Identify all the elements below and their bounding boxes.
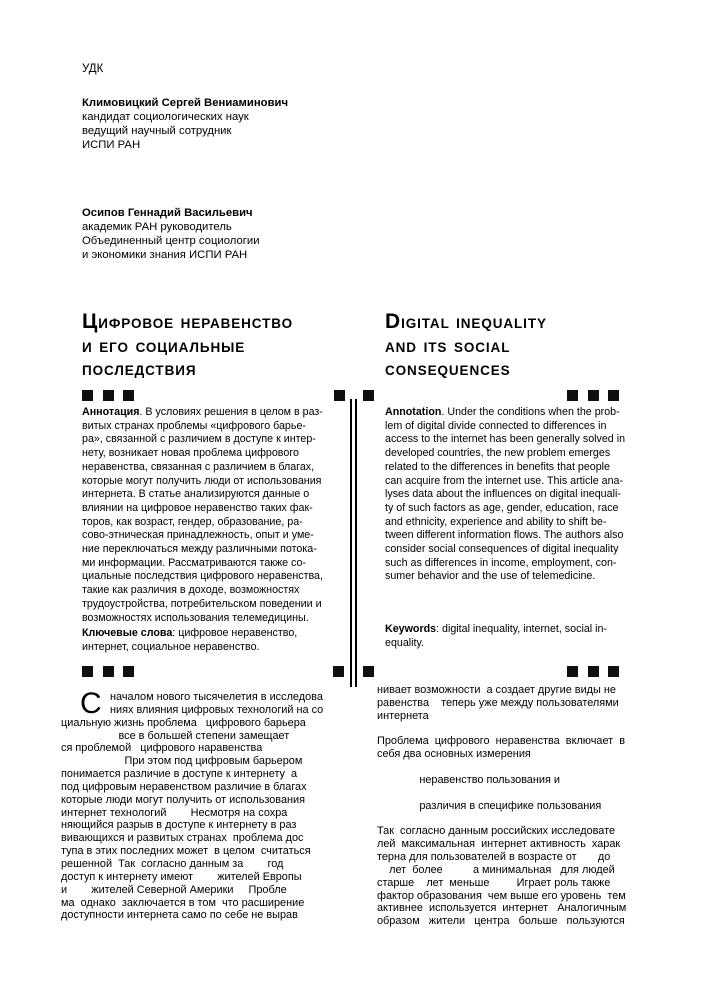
text-line: such as differences in income, employment, con- [385,556,617,569]
square-icon [103,390,114,401]
text-line: sumer behavior and the use of telemedicine. [385,570,596,583]
keywords-label: Keywords [385,623,437,635]
text-line: related to the differences in benefits that people [385,460,610,473]
text-line: неравенства, связанная с различием в благах, [82,460,315,473]
text-line: tween different information flows. The authors also [385,529,624,542]
body-column-left [61,687,349,922]
article-title-en [385,310,547,383]
keywords-en [385,623,607,650]
annotation-label: Annotation [385,406,442,418]
text-line: access to the internet has been generally solved in [385,433,626,446]
keywords-label: Ключевые слова [82,627,173,639]
text-line: ра», связанной с различием в доступе к интер- [82,433,316,446]
drop-cap: С [80,687,102,720]
text-line: понимается различие в доступе к интернету а [61,768,298,781]
text-line: под цифровым неравенством различие в благах [61,780,307,793]
square-icon [82,390,93,401]
author-name: Климовицкий Сергей Вениаминович [82,97,289,109]
square-icon [363,390,374,401]
square-icon [588,390,599,401]
udc-label: УДК [82,63,104,75]
text-line: equality. [385,636,425,649]
text-line: доступности интернета само по себе не вырав [61,909,298,922]
square-icon [82,666,93,677]
text-line: решенной Так согласно данным за год [61,857,284,870]
text-line: себя два основных измерения [377,748,531,761]
text-line: сово-этническая принадлежность, опыт и уме- [82,529,314,542]
text-line: которые могут получить люди от использования [82,474,322,487]
text-line: возможностях использования телемедицины. [82,611,309,624]
text-line: и жителей Северной Америки Пробле [61,883,287,896]
body-text-lines [61,717,349,923]
text-line: лет более а минимальная для людей [377,863,615,876]
annotation-text: . Under the conditions when the prob- [441,406,620,418]
text-line: нивает возможности а создает другие виды не [377,684,616,696]
text-line: ниях влияния цифровых технологий на со [110,703,324,716]
text-line: лей максимальная интернет активность харак [377,838,621,851]
square-icon [333,666,344,677]
author-block-second [82,206,260,262]
text-line: ведущий научный сотрудник [82,125,232,137]
text-line: нету, возникает новая проблема цифрового [82,447,299,460]
text-line: интернет технологий Несмотря на сохра [61,806,288,819]
text-line: developed countries, the new problem emerges [385,447,611,460]
text-line: доступ к интернету имеют жителей Европы [61,870,302,883]
text-line: тупа в этих последних может в целом считаться [61,845,311,858]
text-line: Проблема цифрового неравенства включает в [377,735,625,748]
text-line: lem of digital divide connected to differences in [385,419,607,432]
text-line: lyses data about the influences on digital inequali- [385,488,621,501]
text-line: can acquire from the internet use. This article ana- [385,474,624,487]
text-line: ми информации. Рассматриваются также со- [82,556,306,569]
text-line: влиянии на цифровое неравенство таких фак- [82,501,313,514]
text-line: неравенство пользования и [377,773,560,786]
text-line: циальную жизнь проблема цифрового барьера [61,716,306,729]
text-line: такие как различия в доходе, возможностях [82,584,300,597]
title-line: AND ITS SOCIAL [385,339,511,355]
annotation-ru [82,406,350,625]
text-line: которые люди могут получить от использования [61,793,306,806]
title-line [385,310,547,336]
title-initial: Ц [82,310,99,333]
annotation-label: Аннотация [82,406,140,418]
decor-squares-bottom-right [567,666,619,677]
square-icon [567,390,578,401]
text-line: началом нового тысячелетия в исследова [110,691,323,703]
author-details [82,220,260,262]
text-line [377,723,653,736]
text-line [82,406,350,420]
text-line: торов, как возраст, гендер, образование, ра- [82,515,303,528]
text-line: Так согласно данным российских исследовате [377,825,616,838]
text-line: циальные последствия цифрового неравенства, [82,570,323,583]
keywords-text: : digital inequality, internet, social in- [436,623,607,635]
annotation-text: . В условиях решения в целом в раз- [139,406,323,418]
text-line: няющийся разрыв в доступе к интернету в раз [61,819,297,832]
title-initial: D [385,310,402,333]
text-line: витых странах проблемы «цифрового барье- [82,419,306,432]
text-line: ИСПИ РАН [82,139,141,151]
text-line: consider social consequences of digital inequality [385,543,619,556]
text-line [377,761,653,774]
square-icon [123,390,134,401]
decor-squares-bottom-left [82,666,134,677]
keywords-ru [82,627,297,654]
title-text: IGITAL INEQUALITY [401,316,547,331]
square-icon [123,666,134,677]
decor-squares-top-right [567,390,619,401]
text-line [385,406,625,420]
author-details [82,110,288,152]
text-line: При этом под цифровым барьером [61,755,303,768]
author-name: Осипов Геннадий Васильевич [82,207,253,219]
text-line [385,623,607,637]
text-line [377,787,653,800]
body-column-right [377,684,653,928]
text-line: трудоустройства, потребительском поведении и [82,597,322,610]
text-line: ма однако заключается в том что расширение [61,896,305,909]
decor-squares-top-left [82,390,134,401]
text-line: and ethnicity, experience and ability to shift be- [385,515,607,528]
text-line: академик РАН руководитель [82,221,232,233]
title-text: ИФРОВОЕ НЕРАВЕНСТВО [98,316,293,331]
text-line: вивающихся и развитых странах проблема дос [61,832,304,845]
author-block-first [82,96,288,152]
text-line: кандидат социологических наук [82,111,249,123]
title-line: CONSEQUENCES [385,363,511,378]
text-line [377,812,653,825]
text-line: фактор образования чем выше его уровень тем [377,889,626,902]
text-line: терна для пользователей в возрасте от до [377,850,611,863]
square-icon [334,390,345,401]
text-line: Объединенный центр социологии [82,235,260,247]
text-line: интернета [377,709,429,722]
keywords-text: : цифровое неравенство, [172,627,298,639]
square-icon [588,666,599,677]
text-line: равенства теперь уже между пользователями [377,696,619,709]
text-line [82,627,297,641]
text-line: различия в специфике пользования [377,799,602,812]
column-divider [350,399,357,687]
text-line: активнее используется интернет Аналогичным [377,902,627,915]
text-line: все в большей степени замещает [61,729,290,742]
title-line [82,310,293,336]
article-title-ru [82,310,293,383]
title-line: ПОСЛЕДСТВИЯ [82,363,197,378]
square-icon [363,666,374,677]
square-icon [567,666,578,677]
text-line: ся проблемой цифрового наравенства [61,742,263,755]
text-line: интернета. В статье анализируются данные о [82,488,310,501]
text-line: и экономики знания ИСПИ РАН [82,249,248,261]
title-line: И ЕГО СОЦИАЛЬНЫЕ [82,339,246,355]
square-icon [103,666,114,677]
square-icon [608,666,619,677]
text-line: интернет, социальное неравенство. [82,640,260,653]
text-line: образом жители центра больше пользуются [377,915,625,928]
text-line: ние переключаться между различными потока- [82,543,317,556]
text-line: старше лет меньше Играет роль также [377,876,611,889]
body-text-lines [377,684,653,928]
text-line: ty of such factors as age, gender, education, race [385,501,619,514]
square-icon [608,390,619,401]
annotation-en [385,406,625,584]
